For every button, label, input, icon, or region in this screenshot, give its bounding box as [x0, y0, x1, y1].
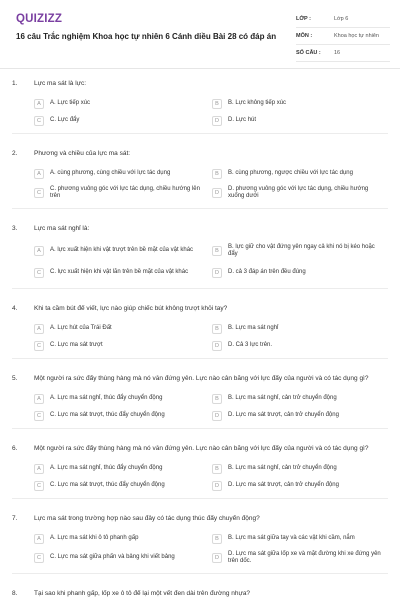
question-text: Phương và chiều của lực ma sát:	[34, 150, 131, 157]
option-letter-box: A	[34, 324, 44, 334]
answer-option[interactable]	[34, 477, 212, 494]
option-row	[34, 95, 390, 112]
option-letter-box: D	[212, 341, 222, 351]
question-block	[0, 510, 400, 585]
option-text: D. Lực ma sát giữa lốp xe và mặt đường khi xe đứng yên trên dốc.	[228, 550, 381, 564]
question-number: 5.	[12, 375, 18, 382]
answer-option[interactable]	[34, 182, 212, 204]
question-block	[0, 220, 400, 300]
option-letter-box: C	[34, 116, 44, 126]
option-text: B. lực giữ cho vật đứng yên ngay cả khi nó bị kéo hoặc đẩy	[228, 243, 375, 257]
option-text: B. Lực không tiếp xúc	[228, 99, 287, 106]
meta-value: 16	[334, 50, 341, 56]
option-text: D. Cả 3 lực trên.	[228, 341, 273, 348]
quizizz-logo	[16, 13, 62, 25]
option-letter-box: D	[212, 481, 222, 491]
answer-option[interactable]	[212, 165, 390, 182]
option-text: C. Lực đẩy	[50, 116, 80, 123]
question-text: Lực ma sát nghỉ là:	[34, 225, 90, 232]
question-text: Một người ra sức đẩy thùng hàng mà nó vẫn đứng yên. Lực nào cân bằng với lực đẩy của người và có tác dụng gì?	[34, 445, 369, 452]
question-gap	[0, 134, 400, 145]
option-text: C. lực xuất hiện khi vật lăn trên bề mặt của vật khác	[50, 269, 189, 276]
answer-option[interactable]	[212, 337, 390, 354]
logo-text: QUIZIZZ	[16, 13, 63, 25]
option-row	[34, 262, 390, 284]
option-text: B. Lực ma sát nghỉ, cản trở chuyển động	[228, 394, 337, 401]
answer-option[interactable]	[34, 407, 212, 424]
question-block	[0, 300, 400, 370]
option-letter-box: B	[212, 99, 222, 109]
question-number: 2.	[12, 150, 18, 157]
answer-option[interactable]	[212, 112, 390, 129]
question-header	[0, 370, 400, 390]
option-letter-box: C	[34, 188, 44, 198]
option-letter-box: A	[34, 169, 44, 179]
option-letter-box: B	[212, 169, 222, 179]
option-text: A. Lực ma sát khi ô tô phanh gấp	[50, 534, 139, 541]
option-text: C. Lực ma sát trượt, thúc đẩy chuyển động	[50, 481, 165, 488]
option-text: D. Lực ma sát trượt, cản trở chuyển động	[228, 481, 339, 488]
option-text: C. Lực ma sát trượt, thúc đẩy chuyển động	[50, 411, 165, 418]
answer-option[interactable]	[212, 477, 390, 494]
answer-option[interactable]	[34, 320, 212, 337]
meta-key: LỚP :	[296, 16, 311, 22]
option-letter-box: A	[34, 394, 44, 404]
meta-row-count	[296, 45, 390, 62]
question-number: 7.	[12, 515, 18, 522]
answer-option[interactable]	[34, 390, 212, 407]
option-row	[34, 460, 390, 477]
option-letter-box: D	[212, 411, 222, 421]
option-row	[34, 240, 390, 262]
option-row	[34, 320, 390, 337]
option-row	[34, 165, 390, 182]
option-letter-box: C	[34, 341, 44, 351]
question-text: Tại sao khi phanh gấp, lốp xe ô tô để lại một vết đen dài trên đường nhựa?	[34, 590, 251, 597]
answer-option[interactable]	[34, 530, 212, 547]
option-letter-box: B	[212, 324, 222, 334]
question-header	[0, 585, 400, 600]
option-letter-box: D	[212, 116, 222, 126]
answer-option[interactable]	[212, 240, 390, 262]
question-number: 8.	[12, 590, 18, 597]
option-row	[34, 547, 390, 569]
option-text: A. Lực ma sát nghỉ, thúc đẩy chuyển động	[50, 464, 163, 471]
answer-option[interactable]	[212, 460, 390, 477]
option-letter-box: A	[34, 464, 44, 474]
meta-row-class	[296, 11, 390, 28]
question-number: 4.	[12, 305, 18, 312]
document-title: 16 câu Trắc nghiệm Khoa học tự nhiên 6 Cánh diều Bài 28 có đáp án	[16, 32, 277, 41]
question-gap	[0, 499, 400, 510]
option-text: B. Lực ma sát nghỉ, cản trở chuyển động	[228, 464, 337, 471]
option-text: A. Lực ma sát nghỉ, thúc đẩy chuyển động	[50, 394, 163, 401]
option-text: A. Lực tiếp xúc	[50, 99, 91, 106]
question-text: Lực ma sát là lực:	[34, 80, 87, 87]
question-text: Khi ta cầm bút để viết, lực nào giúp chiếc bút không trượt khỏi tay?	[34, 305, 228, 312]
option-letter-box: D	[212, 553, 222, 563]
question-number: 3.	[12, 225, 18, 232]
meta-value: Khoa học tự nhiên	[334, 33, 379, 39]
question-text: Lực ma sát trong trường hợp nào sau đây có tác dụng thúc đẩy chuyển động?	[34, 515, 260, 522]
answer-option[interactable]	[34, 95, 212, 112]
meta-table	[296, 11, 390, 62]
option-text: D. cả 3 đáp án trên đều đúng	[228, 269, 306, 276]
answer-option[interactable]	[212, 530, 390, 547]
question-gap	[0, 429, 400, 440]
option-row	[34, 182, 390, 204]
meta-key: MÔN :	[296, 33, 313, 39]
question-header	[0, 440, 400, 460]
option-letter-box: A	[34, 534, 44, 544]
option-text: C. phương vuông góc với lực tác dụng, chiều hướng lên trên	[50, 185, 200, 199]
option-text: D. phương vuông góc với lực tác dụng, chiều hướng xuống dưới	[228, 185, 369, 199]
meta-key: SỐ CÂU :	[296, 50, 321, 56]
question-gap	[0, 359, 400, 370]
option-text: A. Lực hút của Trái Đất	[50, 324, 112, 331]
question-list	[0, 75, 400, 600]
option-letter-box: C	[34, 268, 44, 278]
question-block	[0, 370, 400, 440]
option-text: B. cùng phương, ngược chiều với lực tác dụng	[228, 169, 353, 176]
meta-row-subject	[296, 28, 390, 45]
option-text: D. Lực ma sát trượt, cản trở chuyển động	[228, 411, 339, 418]
option-letter-box: A	[34, 99, 44, 109]
option-text: A. lực xuất hiện khi vật trượt trên bề mặt của vật khác	[50, 247, 194, 254]
option-text: B. Lực ma sát giữa tay và các vật khi cầm, nắm	[228, 534, 355, 541]
option-row	[34, 407, 390, 424]
question-block	[0, 440, 400, 510]
answer-option[interactable]	[212, 390, 390, 407]
question-header	[0, 145, 400, 165]
question-block	[0, 145, 400, 220]
page-header	[0, 0, 400, 68]
option-letter-box: C	[34, 553, 44, 563]
answer-option[interactable]	[34, 165, 212, 182]
answer-option[interactable]	[212, 547, 390, 569]
question-number: 1.	[12, 80, 18, 87]
answer-option[interactable]	[34, 262, 212, 284]
option-row	[34, 530, 390, 547]
option-letter-box: C	[34, 411, 44, 421]
question-text: Một người ra sức đẩy thùng hàng mà nó vẫn đứng yên. Lực nào cân bằng với lực đẩy của người và có tác dụng gì?	[34, 375, 369, 382]
option-letter-box: C	[34, 481, 44, 491]
question-header	[0, 75, 400, 95]
answer-option[interactable]	[212, 95, 390, 112]
option-row	[34, 390, 390, 407]
meta-value: Lớp 6	[334, 16, 349, 22]
option-letter-box: D	[212, 268, 222, 278]
option-text: B. Lực ma sát nghỉ	[228, 324, 279, 331]
answer-option[interactable]	[34, 547, 212, 569]
question-header	[0, 300, 400, 320]
answer-option[interactable]	[34, 337, 212, 354]
option-letter-box: B	[212, 394, 222, 404]
question-gap	[0, 289, 400, 300]
header-divider	[0, 68, 400, 69]
option-letter-box: D	[212, 188, 222, 198]
question-number: 6.	[12, 445, 18, 452]
question-gap	[0, 574, 400, 585]
option-text: C. Lực ma sát giữa phấn và bảng khi viết bảng	[50, 554, 175, 561]
answer-option[interactable]	[212, 262, 390, 284]
question-header	[0, 510, 400, 530]
option-text: C. Lực ma sát trượt	[50, 341, 103, 348]
question-block	[0, 585, 400, 600]
option-letter-box: A	[34, 246, 44, 256]
option-letter-box: B	[212, 464, 222, 474]
question-gap	[0, 209, 400, 220]
answer-option[interactable]	[212, 182, 390, 204]
option-row	[34, 112, 390, 129]
option-letter-box: B	[212, 246, 222, 256]
option-text: A. cùng phương, cùng chiều với lực tác dụng	[50, 169, 171, 176]
option-row	[34, 337, 390, 354]
answer-option[interactable]	[34, 460, 212, 477]
answer-option[interactable]	[34, 112, 212, 129]
option-row	[34, 477, 390, 494]
option-letter-box: B	[212, 534, 222, 544]
question-header	[0, 220, 400, 240]
answer-option[interactable]	[212, 407, 390, 424]
question-block	[0, 75, 400, 145]
answer-option[interactable]	[34, 240, 212, 262]
option-text: D. Lực hút	[228, 116, 257, 123]
answer-option[interactable]	[212, 320, 390, 337]
